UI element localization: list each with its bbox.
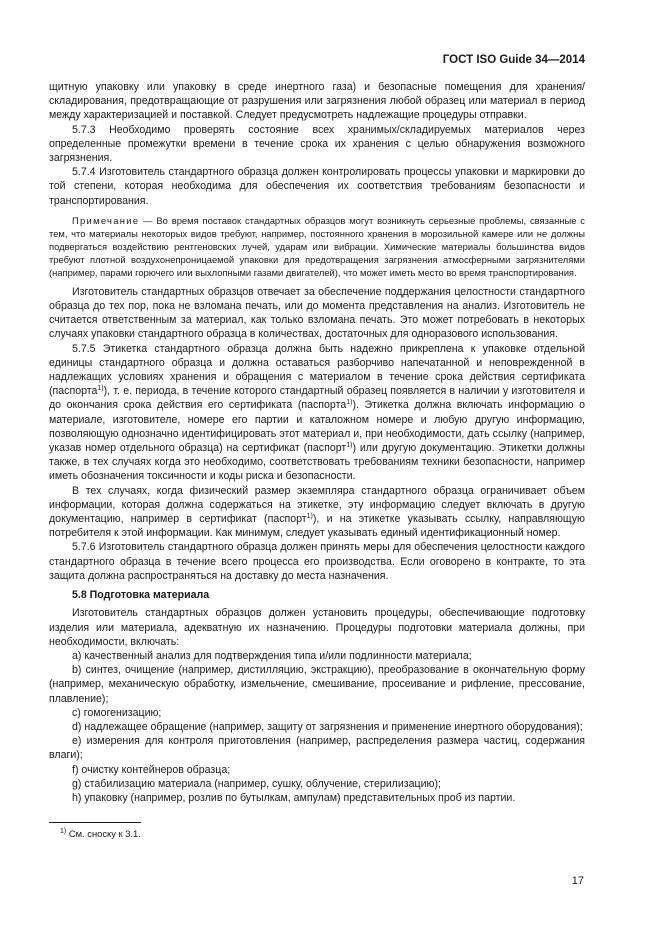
list-item: d) надлежащее обращение (например, защиту от загрязнения и применение инертного оборудования); (72, 720, 583, 733)
paragraph: щитную упаковку или упаковку в среде инертного газа) и безопасные помещения для хранения/складирования, предотвращающие от разрушения или загрязнения любой образец или материал в период между характеризацией и поставкой. Следует предусмотреть надлежащие процедуры отправки. (49, 81, 585, 122)
footnote-ref: 1) (97, 385, 104, 393)
list-item: h) упаковку (например, розлив по бутылкам, ампулам) представительных проб из партии. (72, 791, 516, 804)
list-item: g) стабилизацию материала (например, сушку, облучение, стерилизацию); (72, 777, 441, 790)
list-item: b) синтез, очищение (например, дистилляцию, экстракцию), преобразование в окончательную форму (например, механическую обработку, измельчение, смешивание, просеивание и рифление, прессование, плавление); (49, 664, 585, 705)
document-body (49, 80, 585, 805)
paragraph-5-7-5 (49, 342, 585, 484)
paragraph: Изготовитель стандартных образцов должен установить процедуры, обеспечивающие подготовку изделия или материала, адекватную их назначению. Процедуры подготовки материала должны, при необходимости, включать: (49, 607, 585, 648)
document-header: ГОСТ ISO Guide 34—2014 (442, 54, 585, 66)
paragraph: Изготовитель стандартных образцов отвечает за обеспечение поддержания целостности стандартного образца до тех пор, пока не взломана печать, или до момента представления на анализ. Изготовитель не считается ответственным за материал, как только взломана печать. Это может потребовать в некоторых случаях упаковки стандартного образца в количествах, достаточных для одноразового использования. (49, 285, 585, 341)
footnote-divider (49, 822, 141, 823)
paragraph-5-7-3: 5.7.3 Необходимо проверять состояние всех хранимых/складируемых материалов через определенные промежутки времени в течение срока их хранения с целью обнаружения возможного загрязнения. (49, 123, 585, 165)
paragraph (49, 484, 585, 541)
page-number: 17 (571, 875, 584, 887)
note-label: Примечание (72, 214, 140, 226)
paragraph-5-7-4: 5.7.4 Изготовитель стандартного образца должен контролировать процессы упаковки и маркировки до той степени, которая необходима для обеспечения их соответствия требованиям безопасности и транспортирования. (49, 166, 585, 207)
section-heading: 5.8 Подготовка материала (72, 589, 210, 602)
footnote-ref: 1) (346, 399, 353, 407)
list-item: f) очистку контейнеров образца; (72, 763, 231, 776)
paragraph-5-7-6: 5.7.6 Изготовитель стандартного образца должен принять меры для обеспечения целостности каждого стандартного образца в течение всего процесса его производства. Если оговорено в контракте, то эта защита должна распространяться на доставку до места назначения. (49, 541, 585, 582)
footnote-text: См. сноску к 3.1. (66, 828, 141, 839)
text-run: В тех случаях, когда физический размер экземпляра стандартного образца ограничивает объем информации, которая должна содержаться на этикетке, эту информацию следует включать в другую документацию, например в сертификат (паспорт (49, 484, 585, 526)
footnote-ref: 1) (306, 513, 313, 521)
text-run: ), и на этикетке указывать ссылку, направляющую потребителя к этой информации. Как минимум, следует указывать единый идентификационный номер. (49, 513, 585, 540)
footnote (60, 828, 141, 839)
footnote-marker: 1) (60, 828, 67, 835)
list-item: e) измерения для контроля приготовления (например, распределения размера частиц, содержания влаги); (49, 735, 585, 762)
text-run: ). Этикетка должна включать информацию о материале, изготовителе, номере его партии и каталожном номере и любую другую информацию, позволяющую однозначно идентифицировать этот материал и, при необходимости, дать ссылку (например, указав номер отдельного образца) на сертификат (паспорт (49, 399, 586, 455)
text-run: ) или другую документацию. Этикетки должны также, в тех случаях когда это необходимо, соответствовать требованиям техники безопасности, например иметь обозначения токсичности и коды риска и безопасности. (49, 442, 585, 483)
footnote-ref: 1) (346, 442, 353, 450)
list-item: c) гомогенизацию; (72, 706, 162, 719)
note (49, 214, 585, 279)
text-run: 5.7.5 Этикетка стандартного образца должна быть надежно прикреплена к упаковке отдельной единицы стандартного образца и должна оставаться разборчиво напечатанной и неповрежденной в надлежащих условиях хранения и обращения с материалом в течение срока действия сертификата (паспорта (49, 342, 585, 398)
text-run: ), т. е. периода, в течение которого стандартный образец появляется в наличии у изготовителя и до окончания срока действия его сертификата (паспорта (49, 385, 585, 412)
note-text: — Во время поставок стандартных образцов могут возникнуть серьезные проблемы, связанные с тем, что материалы некоторых видов требуют, например, постоянного хранения в морозильной камере или не должны подвергаться воздействию рентгеновских лучей, ударам или вибрации. Химические материалы большинства видов требуют плотной воздухонепроницаемой упаковки для предотвращения загрязнения атмосферными загрязнителями (например, парами горючего или выхлопными газами двигателей), что может иметь место во время транспортирования. (49, 214, 585, 278)
list-item: а) качественный анализ для подтверждения типа и/или подлинности материала; (72, 649, 472, 662)
